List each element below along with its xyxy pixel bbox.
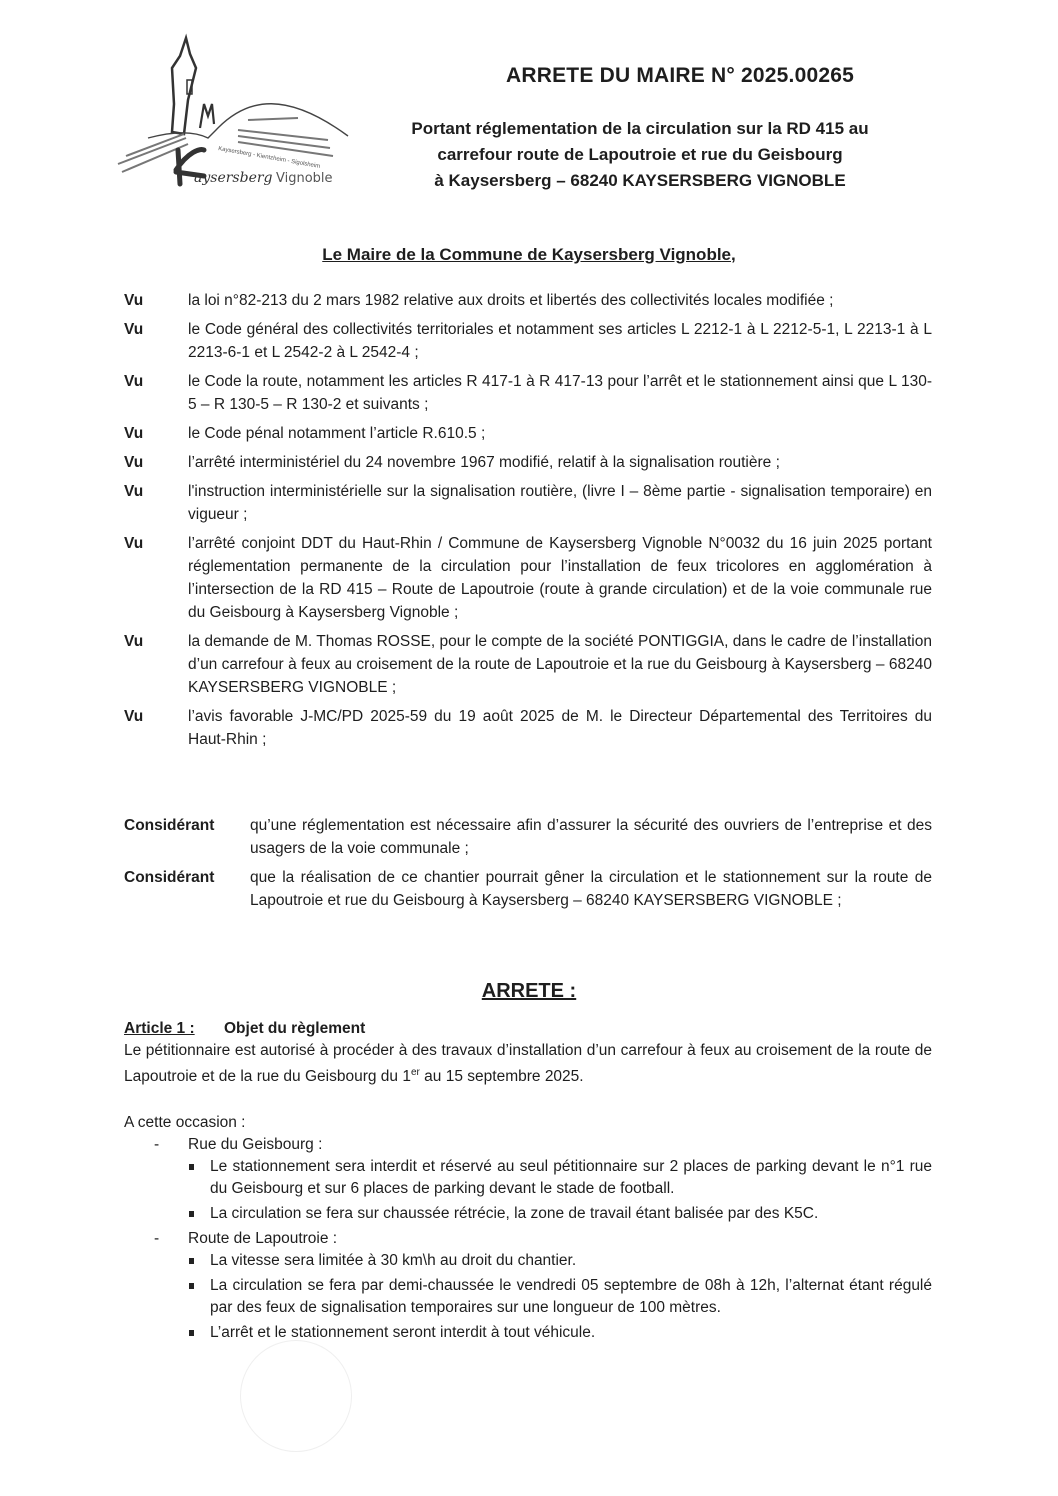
arrete-title: ARRETE DU MAIRE N° 2025.00265 — [506, 64, 854, 87]
dash-bullet: - — [154, 1136, 160, 1153]
vu-label: Vu — [124, 321, 144, 338]
faint-stamp-mark — [240, 1340, 352, 1452]
considerant-item — [124, 814, 932, 860]
maire-heading: Le Maire de la Commune de Kaysersberg Vignoble, — [322, 245, 736, 264]
bullet-text: La vitesse sera limitée à 30 km\h au droit du chantier. — [210, 1252, 577, 1269]
vu-text: le Code la route, notamment les articles R 417-1 à R 417-13 pour l’arrêt et le stationnement ainsi que L 130-5 – R 130-5 – R 130-2 et suivants ; — [188, 373, 932, 413]
considerant-text: que la réalisation de ce chantier pourrait gêner la circulation et le stationnement sur la route de Lapoutroie et rue du Geisbourg à Kaysersberg – 68240 KAYSERSBERG VIGNOBLE ; — [250, 869, 932, 909]
church-tower-vineyard-icon — [108, 32, 368, 192]
occasion-section — [124, 1112, 932, 1347]
article-body-text: au 15 septembre 2025. — [419, 1068, 584, 1086]
vu-label: Vu — [124, 373, 144, 390]
section-rue-du-geisbourg — [154, 1134, 932, 1156]
article-1 — [124, 1018, 932, 1088]
bullet-text: Le stationnement sera interdit et réservé au seul pétitionnaire sur 2 places de parking devant le n°1 rue du Geisbourg et sur 6 places de parking devant le stade de football. — [210, 1158, 932, 1197]
square-bullet-icon — [188, 1275, 196, 1319]
vu-label: Vu — [124, 454, 144, 471]
vu-text: le Code général des collectivités territoriales et notamment ses articles L 2212-1 à L 2212-5-1, L 2213-1 à L 2213-6-1 et L 2542-2 à L 2542-4 ; — [188, 321, 932, 361]
vu-label: Vu — [124, 535, 144, 552]
article-body — [124, 1040, 932, 1088]
subtitle-line: Portant réglementation de la circulation sur la RD 415 au — [411, 119, 869, 138]
square-bullet-icon — [188, 1203, 196, 1225]
bullet-list — [188, 1250, 932, 1344]
vu-item — [124, 705, 932, 751]
square-bullet-icon — [188, 1322, 196, 1344]
considerant-text: qu’une réglementation est nécessaire afin d’assurer la sécurité des ouvriers de l’entreprise et des usagers de la voie communale ; — [250, 817, 932, 857]
article-title: Objet du règlement — [224, 1020, 366, 1037]
bullet-text: L’arrêt et le stationnement seront interdit à tout véhicule. — [210, 1324, 596, 1341]
considerant-list — [124, 814, 932, 918]
subtitle-line: à Kaysersberg – 68240 KAYSERSBERG VIGNOBLE — [434, 171, 846, 190]
article-number: Article 1 : — [124, 1020, 195, 1037]
section-title: Route de Lapoutroie : — [188, 1230, 338, 1247]
bullet-text: La circulation se fera par demi-chaussée le vendredi 05 septembre de 08h à 12h, l’alternat étant régulé par des feux de signalisation temporaires sur une longueur de 100 mètres. — [210, 1277, 932, 1316]
vu-item — [124, 289, 932, 312]
considerant-item — [124, 866, 932, 912]
square-bullet-icon — [188, 1250, 196, 1272]
article-body-text: Le pétitionnaire est autorisé à procéder à des travaux d’installation d’un carrefour à feux au croisement de la route de Lapoutroie et de la rue du Geisbourg du 1 — [124, 1042, 932, 1086]
vu-text: le Code pénal notamment l’article R.610.5 ; — [188, 425, 486, 442]
vu-label: Vu — [124, 425, 144, 442]
dash-bullet: - — [154, 1230, 160, 1247]
vu-text: l’arrêté interministériel du 24 novembre 1967 modifié, relatif à la signalisation routière ; — [188, 454, 780, 471]
arrete-heading: ARRETE : — [481, 980, 577, 1002]
vu-text: la loi n°82-213 du 2 mars 1982 relative aux droits et libertés des collectivités locales modifiée ; — [188, 292, 834, 309]
svg-text:aysersberg: aysersberg — [194, 170, 273, 186]
svg-text:Kaysersberg - Kientzheim - Sig: Kaysersberg - Kientzheim - Sigolsheim — [217, 146, 321, 170]
vu-label: Vu — [124, 708, 144, 725]
bullet-item — [188, 1275, 932, 1319]
vu-item — [124, 532, 932, 624]
svg-text:Vignoble: Vignoble — [276, 171, 333, 186]
occasion-intro: A cette occasion : — [124, 1114, 246, 1131]
vu-item — [124, 480, 932, 526]
superscript: er — [410, 1067, 420, 1078]
vu-list — [124, 289, 932, 757]
vu-text: la demande de M. Thomas ROSSE, pour le compte de la société PONTIGGIA, dans le cadre de l’installation d’un carrefour à feux au croisement de la route de Lapoutroie et la rue du Geisbourg à Kaysersberg – 68240 KAYSERSBERG VIGNOBLE ; — [188, 633, 932, 696]
kaysersberg-vignoble-logo — [108, 32, 368, 192]
vu-label: Vu — [124, 292, 144, 309]
square-bullet-icon — [188, 1156, 196, 1200]
bullet-item — [188, 1250, 932, 1272]
vu-item — [124, 630, 932, 699]
bullet-text: La circulation se fera sur chaussée rétrécie, la zone de travail étant balisée par des K5C. — [210, 1205, 819, 1222]
bullet-list — [188, 1156, 932, 1225]
vu-item — [124, 422, 932, 445]
vu-item — [124, 451, 932, 474]
article-heading — [124, 1018, 932, 1040]
vu-label: Vu — [124, 483, 144, 500]
subtitle-line: carrefour route de Lapoutroie et rue du Geisbourg — [437, 145, 843, 164]
considerant-label: Considérant — [124, 817, 215, 834]
bullet-item — [188, 1203, 932, 1225]
vu-item — [124, 318, 932, 364]
vu-item — [124, 370, 932, 416]
vu-text: l’avis favorable J-MC/PD 2025-59 du 19 août 2025 de M. le Directeur Départemental des Territoires du Haut-Rhin ; — [188, 708, 932, 748]
arrete-subtitle — [390, 116, 890, 194]
vu-label: Vu — [124, 633, 144, 650]
section-title: Rue du Geisbourg : — [188, 1136, 323, 1153]
section-route-de-lapoutroie — [154, 1228, 932, 1250]
vu-text: l'instruction interministérielle sur la signalisation routière, (livre I – 8ème partie - signalisation temporaire) en vigueur ; — [188, 483, 932, 523]
considerant-label: Considérant — [124, 869, 215, 886]
bullet-item — [188, 1156, 932, 1200]
vu-text: l’arrêté conjoint DDT du Haut-Rhin / Commune de Kaysersberg Vignoble N°0032 du 16 juin 2025 portant réglementation permanente de la circulation pour l’installation de feux tricolores en agglomération à l’intersection de la RD 415 – Route de Lapoutroie (route à grande circulation) et de la voie communale rue du Geisbourg à Kaysersberg Vignoble ; — [188, 535, 932, 621]
